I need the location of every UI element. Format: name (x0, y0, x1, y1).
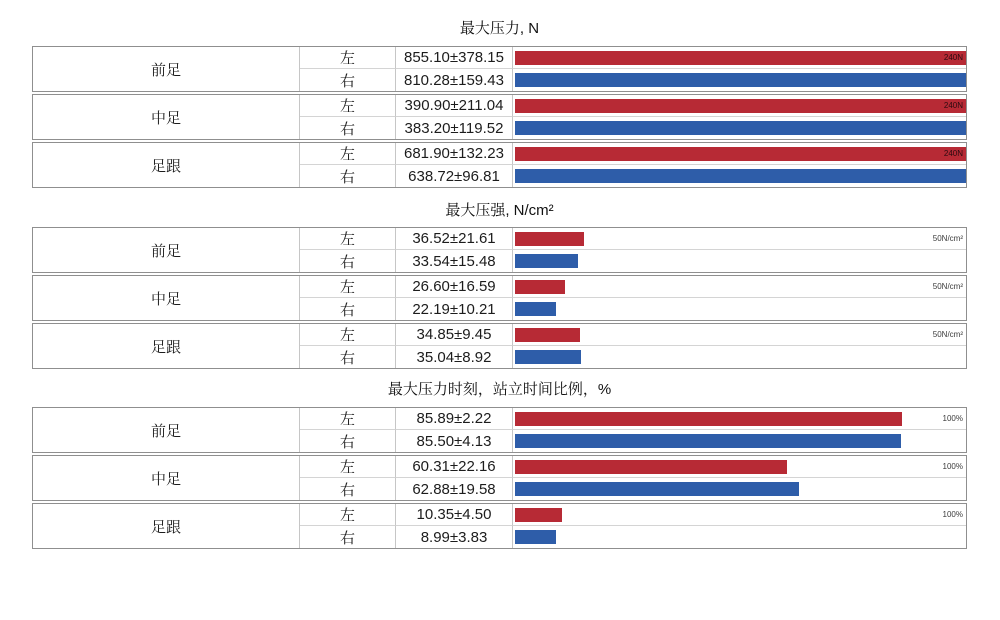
side-label: 右 (300, 250, 396, 272)
bar-track (513, 408, 966, 430)
bar-track (513, 250, 966, 272)
region-label: 前足 (33, 228, 300, 272)
left-foot-bar (515, 280, 565, 294)
bar-track (513, 526, 966, 548)
chart-title: 最大压力, N (459, 20, 540, 37)
bar-track (513, 47, 966, 69)
axis-scale-label: 100% (942, 509, 963, 519)
region-group (32, 275, 967, 321)
axis-scale-label: 240N (943, 100, 963, 110)
region-label: 前足 (33, 47, 300, 91)
chart-title: 最大压力时刻，站立时间比例，% (387, 381, 612, 398)
mean-sd-value: 390.90±211.04 (396, 95, 513, 117)
bar-track (513, 143, 966, 165)
mean-sd-value: 681.90±132.23 (396, 143, 513, 165)
axis-scale-label: 50N/cm² (932, 281, 963, 291)
bar-track (513, 276, 966, 298)
side-label: 左 (300, 408, 396, 430)
side-label: 左 (300, 276, 396, 298)
pressure-report (0, 20, 1000, 620)
axis-scale-label: 100% (942, 461, 963, 471)
region-group (32, 227, 967, 273)
side-label: 右 (300, 117, 396, 139)
right-foot-bar (515, 73, 966, 87)
mean-sd-value: 855.10±378.15 (396, 47, 513, 69)
side-label: 左 (300, 228, 396, 250)
mean-sd-value: 34.85±9.45 (396, 324, 513, 346)
side-label: 右 (300, 430, 396, 452)
mean-sd-value: 35.04±8.92 (396, 346, 513, 368)
left-foot-bar (515, 51, 966, 65)
bar-track (513, 69, 966, 91)
side-label: 右 (300, 298, 396, 320)
bar-track (513, 430, 966, 452)
region-group (32, 46, 967, 92)
mean-sd-value: 36.52±21.61 (396, 228, 513, 250)
region-group (32, 407, 967, 453)
bar-track (513, 117, 966, 139)
right-foot-bar (515, 169, 966, 183)
side-label: 右 (300, 69, 396, 91)
region-label: 中足 (33, 456, 300, 500)
bar-track (513, 298, 966, 320)
right-foot-bar (515, 302, 556, 316)
mean-sd-value: 85.50±4.13 (396, 430, 513, 452)
side-label: 右 (300, 478, 396, 500)
left-foot-bar (515, 328, 580, 342)
side-label: 左 (300, 143, 396, 165)
bar-track (513, 95, 966, 117)
axis-scale-label: 50N/cm² (932, 329, 963, 339)
bar-track (513, 228, 966, 250)
mean-sd-value: 22.19±10.21 (396, 298, 513, 320)
mean-sd-value: 638.72±96.81 (396, 165, 513, 187)
bar-track (513, 324, 966, 346)
mean-sd-value: 33.54±15.48 (396, 250, 513, 272)
region-group (32, 94, 967, 140)
region-group (32, 323, 967, 369)
left-foot-bar (515, 508, 562, 522)
left-foot-bar (515, 412, 902, 426)
mean-sd-value: 26.60±16.59 (396, 276, 513, 298)
measurement-table (32, 407, 967, 549)
axis-scale-label: 100% (942, 413, 963, 423)
measurement-table (32, 227, 967, 369)
region-label: 足跟 (33, 324, 300, 368)
side-label: 右 (300, 346, 396, 368)
axis-scale-label: 240N (943, 52, 963, 62)
right-foot-bar (515, 482, 799, 496)
region-group (32, 142, 967, 188)
left-foot-bar (515, 99, 966, 113)
region-label: 足跟 (33, 504, 300, 548)
left-foot-bar (515, 147, 966, 161)
axis-scale-label: 240N (943, 148, 963, 158)
side-label: 左 (300, 324, 396, 346)
bar-track (513, 478, 966, 500)
right-foot-bar (515, 121, 966, 135)
side-label: 左 (300, 456, 396, 478)
region-label: 中足 (33, 95, 300, 139)
side-label: 左 (300, 504, 396, 526)
right-foot-bar (515, 530, 556, 544)
bar-track (513, 346, 966, 368)
region-label: 前足 (33, 408, 300, 452)
left-foot-bar (515, 460, 787, 474)
region-label: 中足 (33, 276, 300, 320)
bar-track (513, 456, 966, 478)
bar-track (513, 504, 966, 526)
bar-track (513, 165, 966, 187)
mean-sd-value: 62.88±19.58 (396, 478, 513, 500)
side-label: 左 (300, 47, 396, 69)
mean-sd-value: 60.31±22.16 (396, 456, 513, 478)
mean-sd-value: 10.35±4.50 (396, 504, 513, 526)
chart-title: 最大压强, N/cm² (445, 202, 554, 219)
axis-scale-label: 50N/cm² (932, 233, 963, 243)
side-label: 左 (300, 95, 396, 117)
mean-sd-value: 85.89±2.22 (396, 408, 513, 430)
right-foot-bar (515, 350, 581, 364)
mean-sd-value: 8.99±3.83 (396, 526, 513, 548)
region-group (32, 455, 967, 501)
right-foot-bar (515, 434, 901, 448)
region-label: 足跟 (33, 143, 300, 187)
right-foot-bar (515, 254, 578, 268)
measurement-table (32, 46, 967, 188)
mean-sd-value: 383.20±119.52 (396, 117, 513, 139)
side-label: 右 (300, 165, 396, 187)
left-foot-bar (515, 232, 584, 246)
mean-sd-value: 810.28±159.43 (396, 69, 513, 91)
side-label: 右 (300, 526, 396, 548)
region-group (32, 503, 967, 549)
